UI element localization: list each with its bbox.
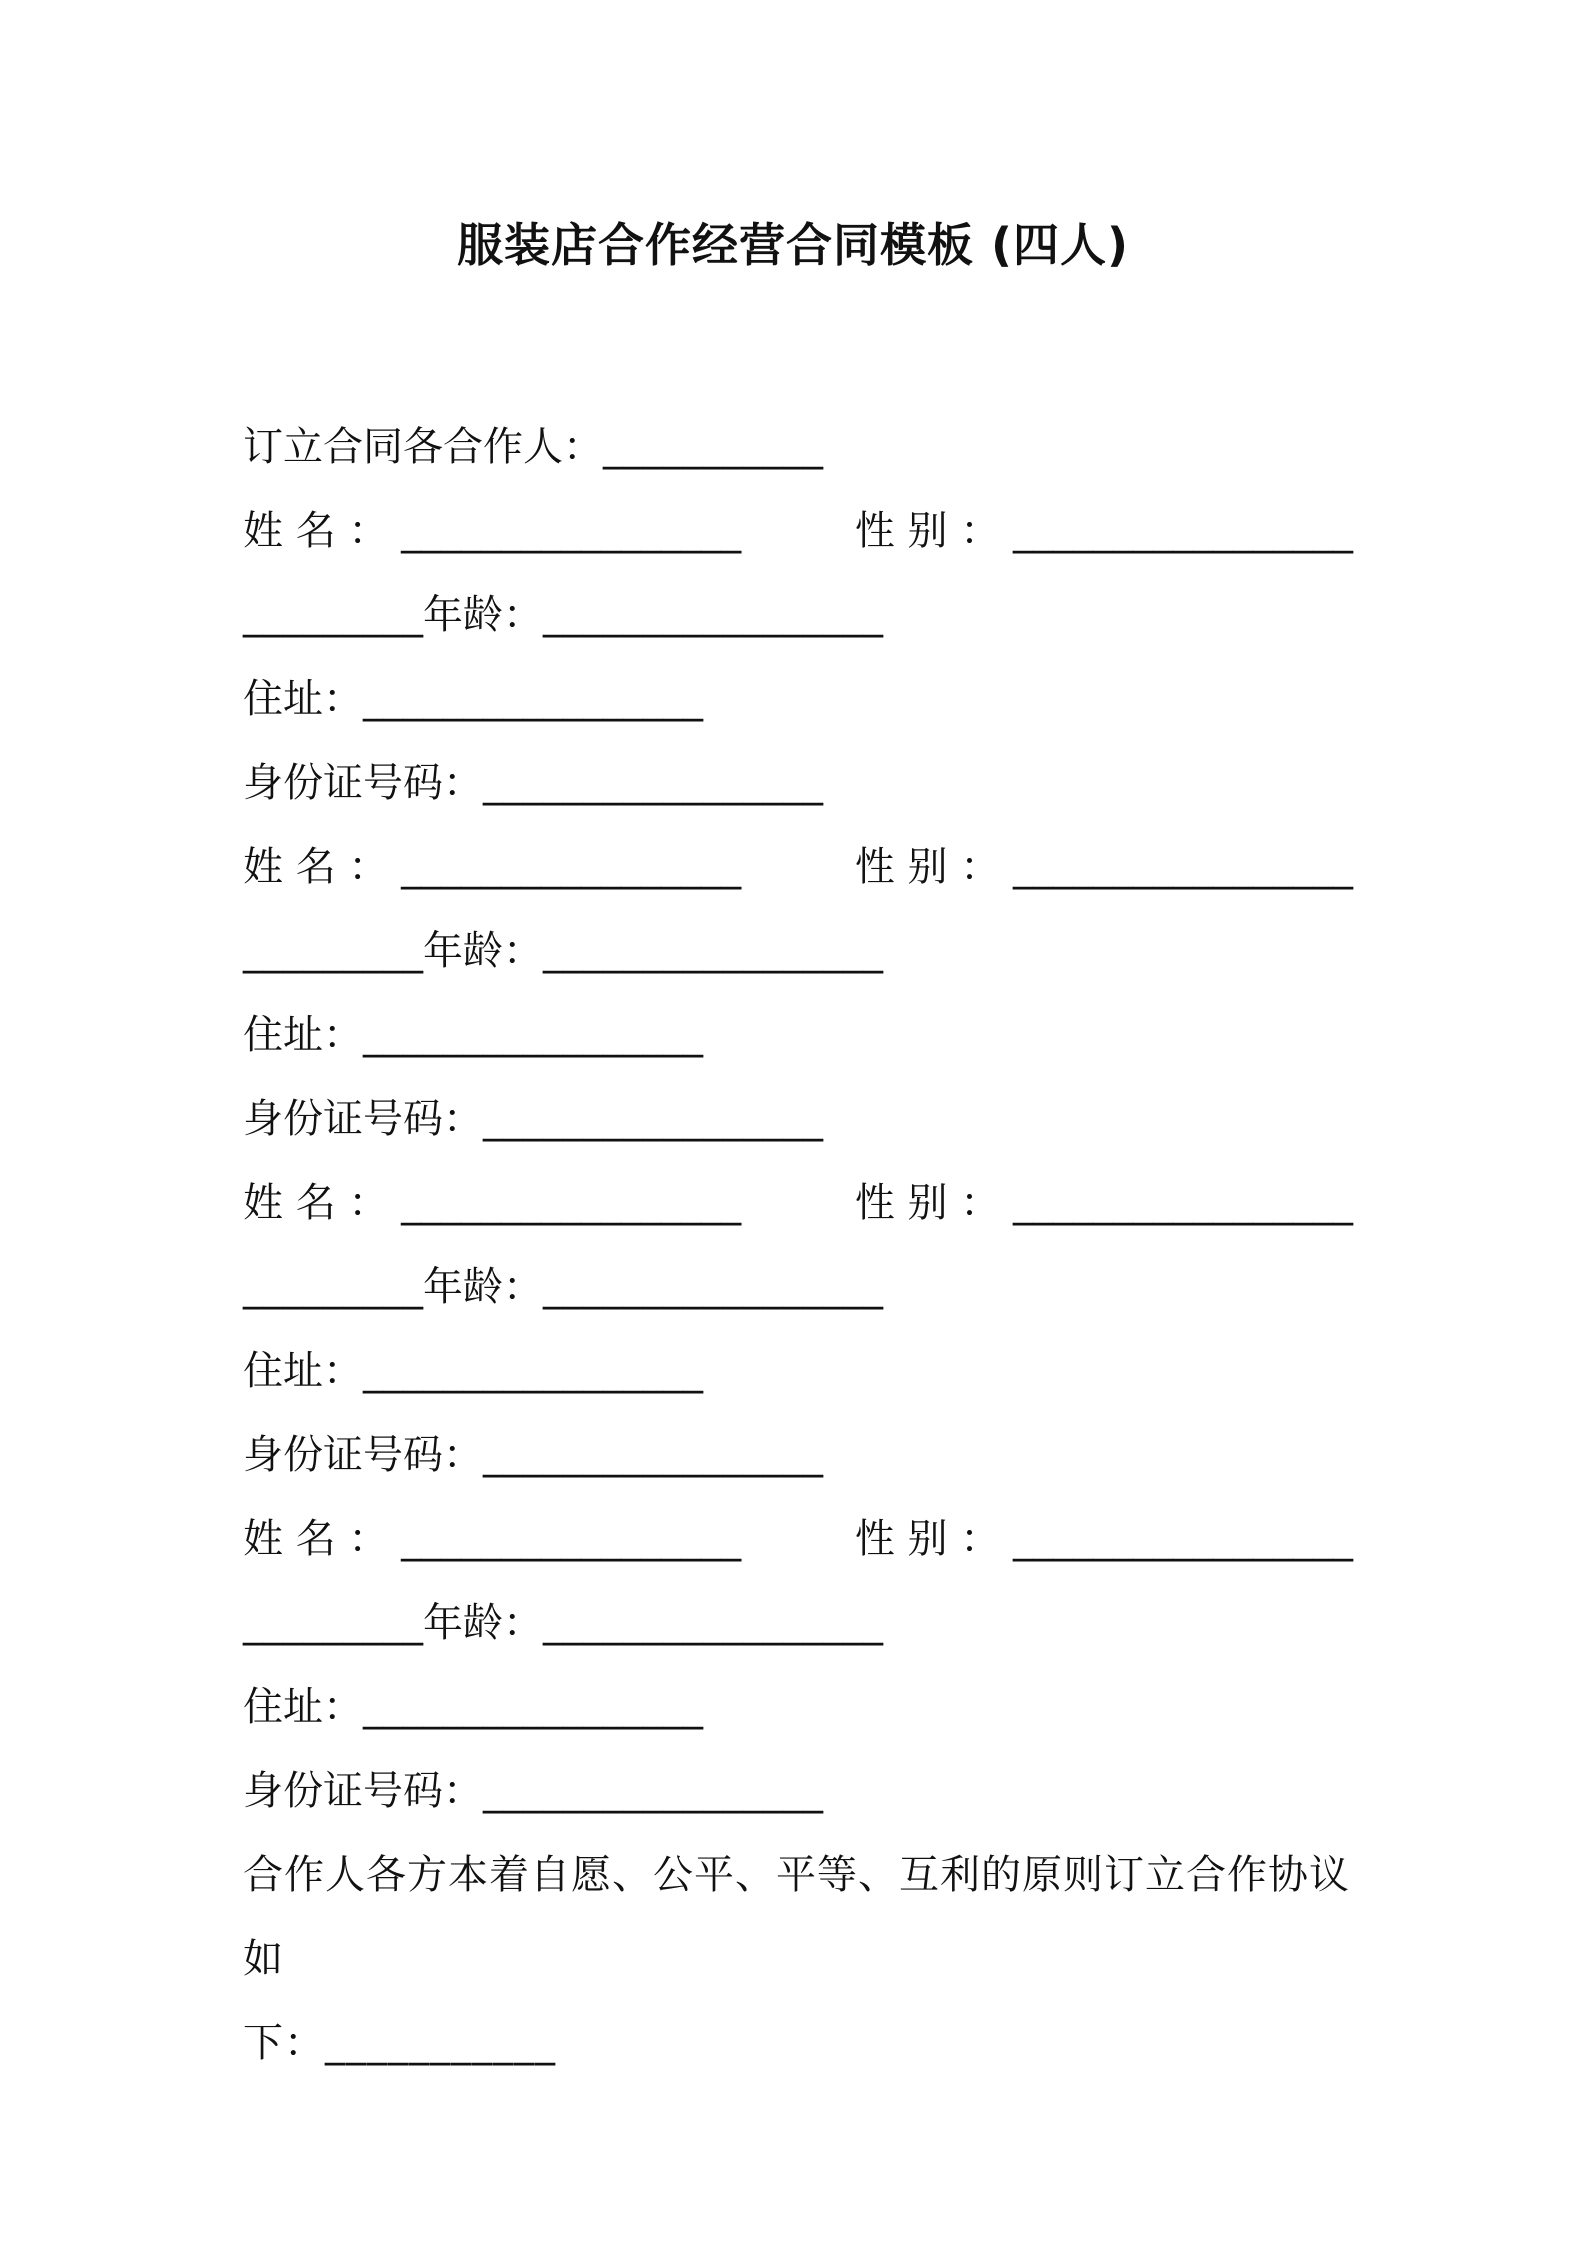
address-field: 住址：_________________: [243, 1684, 703, 1730]
age-field: _________年龄：_________________: [243, 928, 883, 974]
closing-clause-line-1: 合作人各方本着自愿、公平、平等、互利的原则订立合作协议如: [243, 1852, 1350, 1982]
gender-field: 性 别 ： _________________: [854, 844, 1353, 890]
name-field: 姓 名 ： _________________: [243, 1516, 742, 1562]
document-body: [243, 405, 1353, 2085]
id-number-field: 身份证号码：_________________: [243, 760, 823, 806]
name-field: 姓 名 ： _________________: [243, 844, 742, 890]
age-field: _________年龄：_________________: [243, 1600, 883, 1646]
age-field: _________年龄：_________________: [243, 592, 883, 638]
age-field: _________年龄：_________________: [243, 1264, 883, 1310]
document-title: 服装店合作经营合同模板 (四人): [456, 218, 1130, 272]
name-gender-row: [243, 1497, 1353, 1581]
address-field: 住址：_________________: [243, 676, 703, 722]
name-gender-row: [243, 825, 1353, 909]
id-number-field: 身份证号码：_________________: [243, 1768, 823, 1814]
partner-block: [243, 489, 1353, 825]
name-field: 姓 名 ： _________________: [243, 1180, 742, 1226]
partner-block: [243, 825, 1353, 1161]
name-gender-row: [243, 489, 1353, 573]
partner-block: [243, 1161, 1353, 1497]
address-field: 住址：_________________: [243, 1348, 703, 1394]
name-gender-row: [243, 1161, 1353, 1245]
gender-field: 性 别 ： _________________: [854, 1180, 1353, 1226]
id-number-field: 身份证号码：_________________: [243, 1432, 823, 1478]
closing-clause-line-2: 下：___________: [243, 2020, 556, 2066]
id-number-field: 身份证号码：_________________: [243, 1096, 823, 1142]
partner-block: [243, 1497, 1353, 1833]
gender-field: 性 别 ： _________________: [854, 508, 1353, 554]
name-field: 姓 名 ： _________________: [243, 508, 742, 554]
gender-field: 性 别 ： _________________: [854, 1516, 1353, 1562]
address-field: 住址：_________________: [243, 1012, 703, 1058]
signatories-label: 订立合同各合作人：___________: [243, 424, 823, 470]
